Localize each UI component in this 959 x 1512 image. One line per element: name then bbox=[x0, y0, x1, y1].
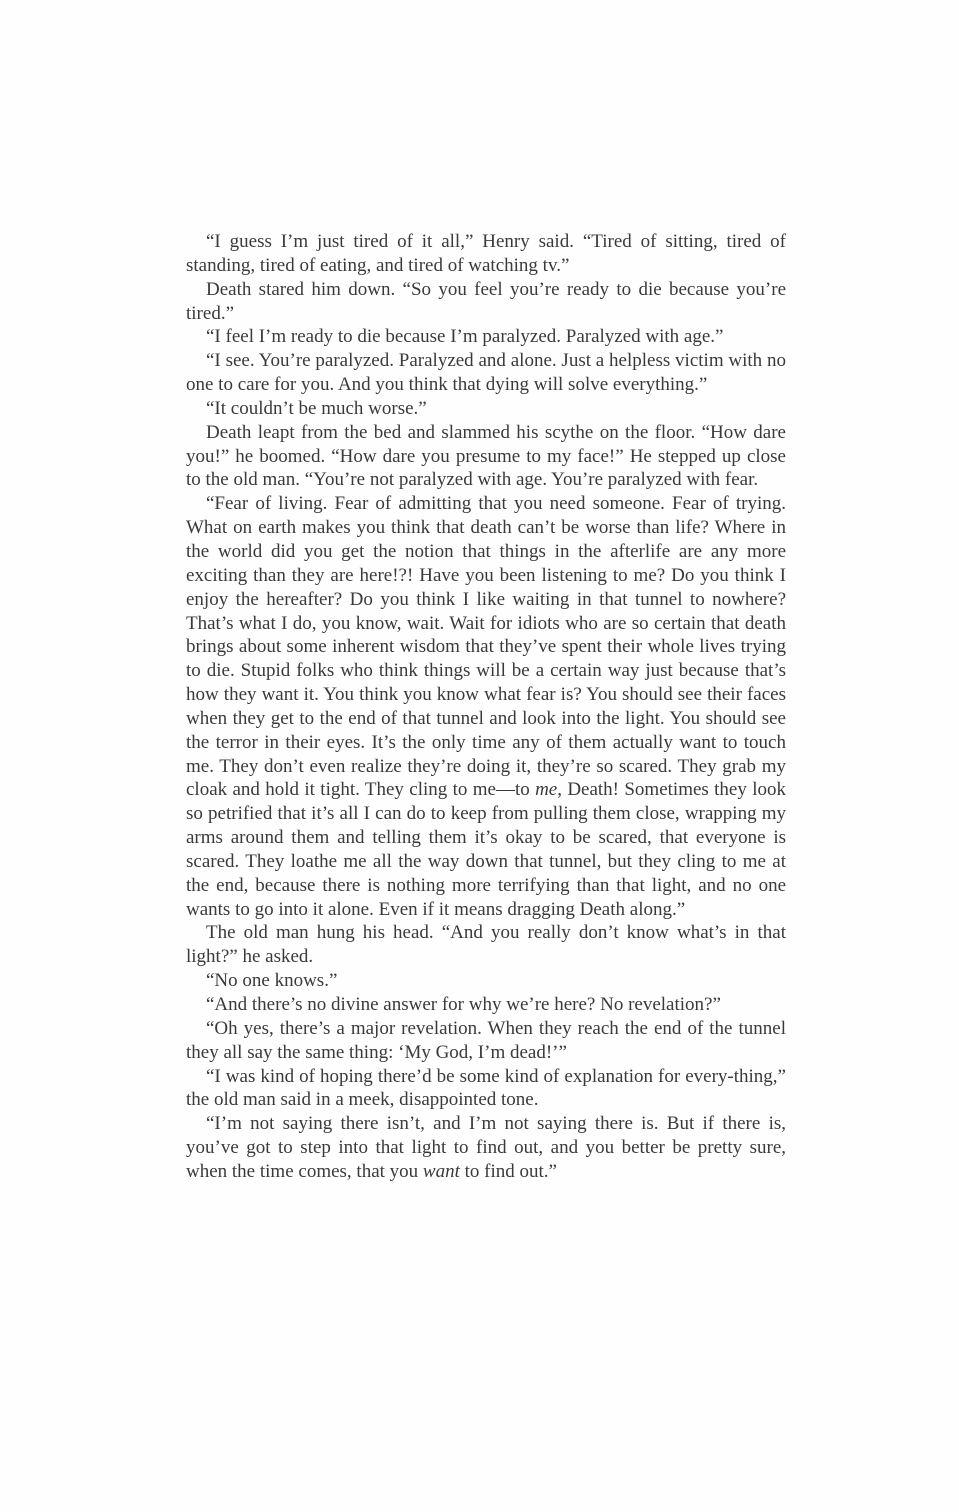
paragraph: “I was kind of hoping there’d be some kind of explanation for every-thing,” the old man said in a meek, disappointed tone. bbox=[186, 1065, 786, 1111]
paragraph: The old man hung his head. “And you really don’t know what’s in that light?” he asked. bbox=[186, 922, 786, 968]
paragraph: “Fear of living. Fear of admitting that you need someone. Fear of trying. What on earth makes you think that death can’t be worse than life? Where in the world did you get the notion that things in the afterlife are any more exciting than they are here!?! Have you been listening to me? Do you think I enjoy the hereafter? Do you think I like waiting in that tunnel to nowhere? That’s what I do, you know, wait. Wait for idiots who are so certain that death brings about some inherent wisdom that they’ve spent their whole lives trying to die. Stupid folks who think things will be a certain way just because that’s how they want it. You think you know what fear is? You should see their faces when they get to the end of that tunnel and look into the light. You should see the terror in their eyes. It’s the only time any of them actually want to touch me. They don’t even realize they’re doing it, they’re so scared. They grab my cloak and hold it tight. They cling to me—to me, Death! Sometimes they look so petrified that it’s all I can do to keep from pulling them close, wrapping my arms around them and telling them it’s okay to be scared, that everyone is scared. They loathe me all the way down that tunnel, but they cling to me at the end, because there is nothing more terrifying than that light, and no one wants to go into it alone. Even if it means dragging Death along.” bbox=[186, 493, 786, 920]
paragraph: “I see. You’re paralyzed. Paralyzed and alone. Just a helpless victim with no one to care for you. And you think that dying will solve everything.” bbox=[186, 350, 786, 396]
emphasis: want bbox=[422, 1160, 460, 1182]
paragraph: Death leapt from the bed and slammed his scythe on the floor. “How dare you!” he boomed. “How dare you presume to my face!” He stepped up close to the old man. “You’re not paralyzed with age. You’re paralyzed with fear. bbox=[186, 421, 786, 491]
paragraph: “It couldn’t be much worse.” bbox=[206, 397, 427, 419]
paragraph: “I guess I’m just tired of it all,” Henry said. “Tired of sitting, tired of standing, tired of eating, and tired of watching tv.” bbox=[186, 231, 786, 276]
paragraph: “I feel I’m ready to die because I’m paralyzed. Paralyzed with age.” bbox=[206, 326, 724, 348]
paragraph: “And there’s no divine answer for why we’re here? No revelation?” bbox=[206, 994, 721, 1015]
paragraph: Death stared him down. “So you feel you’re ready to die because you’re tired.” bbox=[186, 278, 786, 324]
body-text bbox=[186, 230, 786, 1184]
paragraph: “I’m not saying there isn’t, and I’m not saying there is. But if there is, you’ve got to step into that light to find out, and you better be pretty sure, when the time comes, that you want to find out.” bbox=[186, 1113, 786, 1182]
paragraph: “No one knows.” bbox=[206, 970, 338, 992]
paragraph: “Oh yes, there’s a major revelation. When they reach the end of the tunnel they all say the same thing: ‘My God, I’m dead!’” bbox=[186, 1017, 786, 1063]
emphasis: me bbox=[535, 779, 558, 801]
